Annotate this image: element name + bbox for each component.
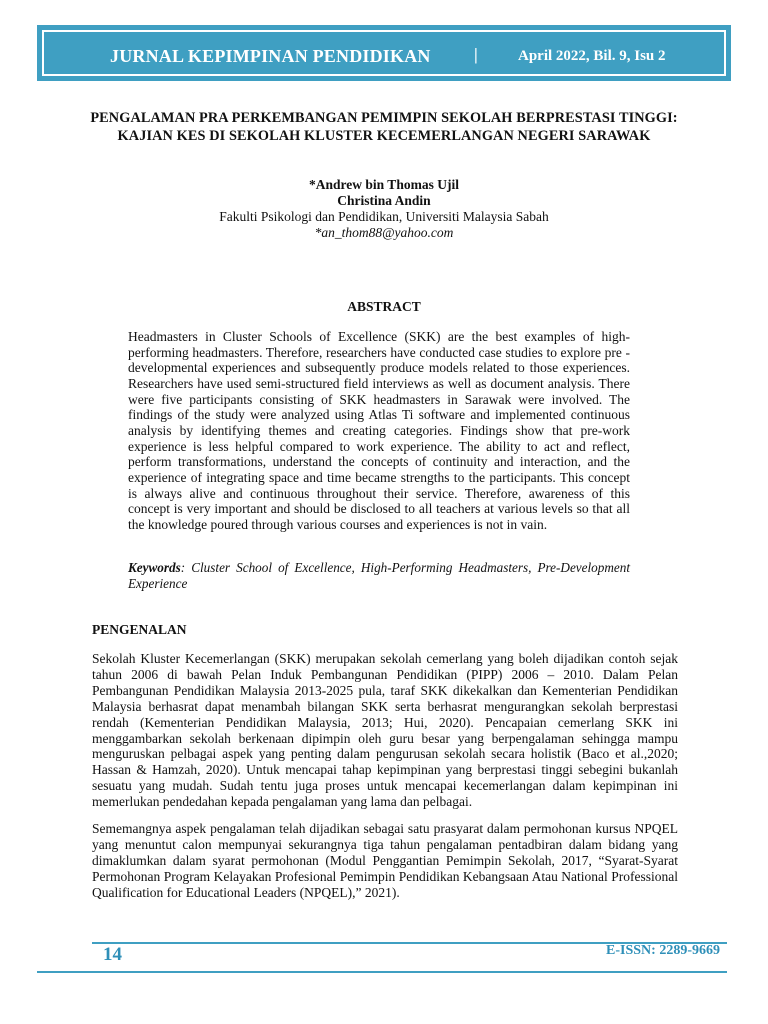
keywords-text: : Cluster School of Excellence, High-Performing Headmasters, Pre-Development Experience	[128, 560, 630, 591]
header-separator: |	[474, 45, 478, 64]
eissn: E-ISSN: 2289-9669	[606, 943, 720, 958]
body-paragraph-1: Sekolah Kluster Kecemerlangan (SKK) merupakan sekolah cemerlang yang boleh dijadikan contoh sejak tahun 2006 di bawah Pelan Induk Pembangunan Pendidikan (PIPP) 2006 – 2010. Dalam Pelan Pembangunan Pendidikan Malaysia 2013-2025 pula, taraf SKK dikekalkan dan Kementerian Pendidikan Malaysia berhasrat dapat menambah bilangan SKK serta berhasrat mengurangkan sekolah berprestasi rendah (Kementerian Pendidikan Malaysia, 2013; Hui, 2020). Pencapaian cemerlang SKK ini menggambarkan sekolah berkenaan dipimpin oleh guru besar yang berpengalaman sehingga mampu menguruskan pelbagai aspek yang penting dalam pengurusan sekolah secara holistik (Baco et al.,2020; Hassan & Hamzah, 2020). Untuk mencapai tahap kepimpinan yang berprestasi tinggi sebegini bukanlah sesuatu yang mudah. Sudah tentu juga proses untuk mencapai kecemerlangan dalam kepimpinan ini memerlukan pendedahan kepada pengalaman yang lama dan pelbagai.	[92, 651, 678, 810]
author-1: *Andrew bin Thomas Ujil	[309, 177, 459, 192]
footer-divider-bottom	[37, 971, 727, 973]
section-heading: PENGENALAN	[92, 622, 187, 637]
abstract-heading: ABSTRACT	[347, 299, 421, 314]
page-number: 14	[103, 944, 122, 965]
affiliation: Fakulti Psikologi dan Pendidikan, Universiti Malaysia Sabah	[219, 209, 549, 224]
author-email: *an_thom88@yahoo.com	[314, 225, 454, 240]
header-frame	[42, 30, 726, 76]
keywords	[128, 560, 630, 591]
journal-header	[37, 25, 731, 81]
article-title: PENGALAMAN PRA PERKEMBANGAN PEMIMPIN SEKOLAH BERPRESTASI TINGGI: KAJIAN KES DI SEKOLAH KLUSTER KECEMERLANGAN NEGERI SARAWAK	[90, 110, 678, 144]
author-block	[0, 177, 768, 241]
keywords-label: Keywords	[128, 560, 181, 575]
body-paragraph-2: Sememangnya aspek pengalaman telah dijadikan sebagai satu prasyarat dalam permohonan kursus NPQEL yang menuntut calon mempunyai sekurangnya tiga tahun pengalaman pentadbiran dalam bidang yang dimaklumkan dalam syarat permohonan (Modul Penggantian Pemimpin Sekolah, 2017, “Syarat-Syarat Permohonan Program Kelayakan Profesional Pemimpin Pendidikan Kebangsaan Atau National Professional Qualification for Educational Leaders (NPQEL),” 2021).	[92, 821, 678, 900]
abstract-text: Headmasters in Cluster Schools of Excellence (SKK) are the best examples of high-performing headmasters. Therefore, researchers have conducted case studies to explore pre -developmental experiences and subsequently produce models related to those experiences. Researchers have used semi-structured field interviews as well as document analysis. There were five participants consisting of SKK headmasters in Sarawak were involved. The findings of the study were analyzed using Atlas Ti software and implemented continuous analysis by identifying themes and creating categories. Findings show that pre-work experience is less helpful compared to work experience. The ability to act and reflect, perform transformations, understand the concepts of continuity and interaction, and the experience of integrating space and time became strengths to the participants. This concept is always alive and continuous throughout their service. Therefore, awareness of this concept is very important and should be disclosed to all teachers at various levels so that all the knowledge poured through various courses and experiences is not in vain.	[128, 329, 630, 532]
journal-name: JURNAL KEPIMPINAN PENDIDIKAN	[110, 46, 431, 66]
issue-info: April 2022, Bil. 9, Isu 2	[518, 48, 666, 64]
author-2: Christina Andin	[337, 193, 431, 208]
